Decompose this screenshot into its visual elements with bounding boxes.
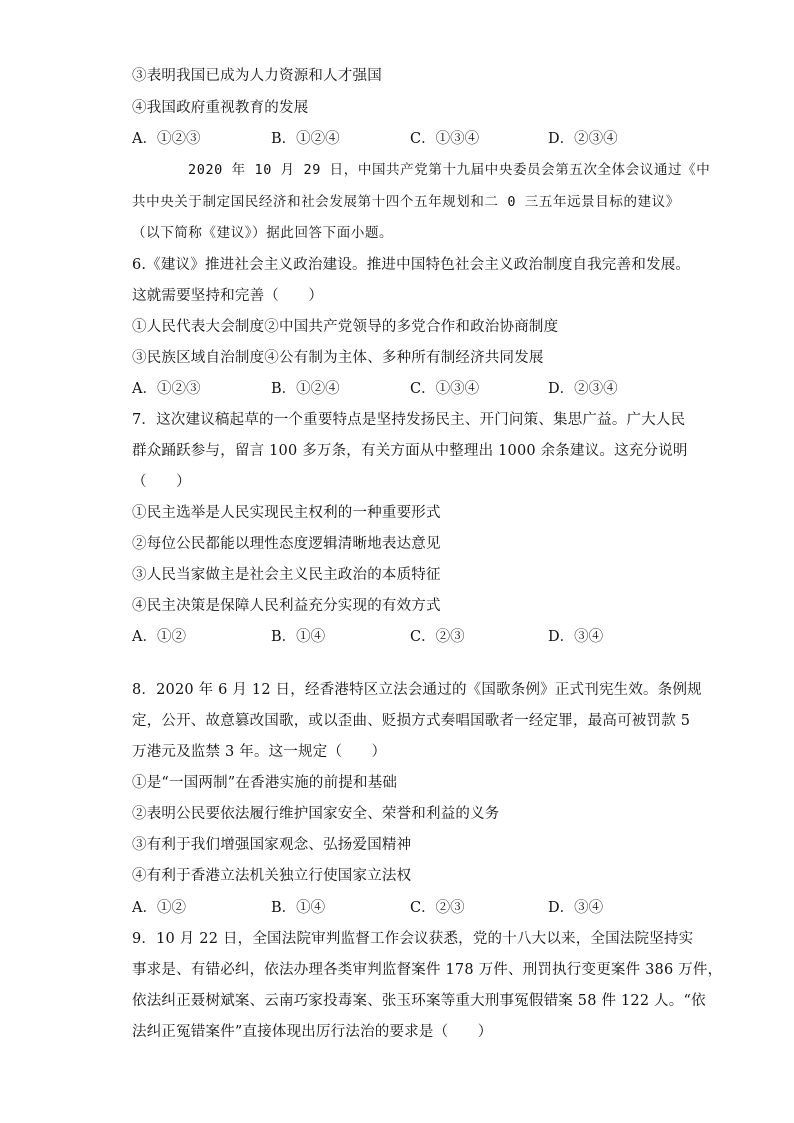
q5-option-4: ④我国政府重视教育的发展 [132,100,309,116]
q8-stem-line-3: 万港元及监禁 3 年。这一规定（ ） [132,744,387,760]
q6-choice-d: D．②③④ [548,381,618,397]
q6-stem-line-1: 6.《建议》推进社会主义政治建设。推进中国特色社会主义政治制度自我完善和发展。 [132,257,691,273]
q8-stem-line-1: 8．2020 年 6 月 12 日，经香港特区立法会通过的《国歌条例》正式刊宪生效。条例规 [132,682,702,698]
q8-choice-b: B．①④ [271,900,326,916]
q8-choice-d: D．③④ [548,900,604,916]
q8-choices [132,898,672,918]
q8-option-1: ①是“一国两制”在香港实施的前提和基础 [132,775,398,791]
q7-choice-b: B．①④ [271,629,326,645]
q7-stem-line-2: 群众踊跃参与，留言 100 多万条，有关方面从中整理出 1000 余条建议。这充分说明 [132,443,688,459]
q9-stem-line-2: 事求是、有错必纠，依法办理各类审判监督案件 178 万件、刑罚执行变更案件 386 万件， [132,962,723,978]
q5-choice-c: C．①③④ [410,131,480,147]
q7-stem-line-1: 7．这次建议稿起草的一个重要特点是坚持发扬民主、开门问策、集思广益。广大人民 [132,412,686,428]
q8-stem-line-2: 定，公开、故意篡改国歌，或以歪曲、贬损方式奏唱国歌者一经定罪，最高可被罚款 5 [132,713,691,729]
q5-option-3: ③表明我国已成为人力资源和人才强国 [132,68,382,84]
q6-options-1-2: ①人民代表大会制度②中国共产党领导的多党合作和政治协商制度 [132,319,559,335]
q7-option-4: ④民主决策是保障人民利益充分实现的有效方式 [132,598,441,614]
q6-stem-line-2: 这就需要坚持和完善（ ） [132,288,324,304]
q7-option-3: ③人民当家做主是社会主义民主政治的本质特征 [132,567,441,583]
q7-choice-a: A．①② [132,629,186,645]
q5-choices [132,129,672,149]
passage-line-1: 2020 年 10 月 29 日，中国共产党第十九届中央委员会第五次全体会议通过《中 [188,162,711,178]
passage-line-3: （以下简称《建议》）据此回答下面小题。 [132,225,394,241]
q6-choice-a: A．①②③ [132,381,201,397]
q8-option-2: ②表明公民要依法履行维护国家安全、荣誉和利益的义务 [132,806,500,822]
q6-options-3-4: ③民族区域自治制度④公有制为主体、多种所有制经济共同发展 [132,350,544,366]
q6-choice-c: C．①③④ [410,381,480,397]
q9-stem-line-1: 9．10 月 22 日，全国法院审判监督工作会议获悉，党的十八大以来，全国法院坚持实 [132,931,694,947]
q6-choices [132,379,672,399]
q8-option-3: ③有利于我们增强国家观念、弘扬爱国精神 [132,837,412,853]
passage-line-2: 共中央关于制定国民经济和社会发展第十四个五年规划和二 0 三五年远景目标的建议》 [132,194,680,210]
q7-option-2: ②每位公民都能以理性态度逻辑清晰地表达意见 [132,536,441,552]
q7-choices [132,627,672,647]
q5-choice-d: D．②③④ [548,131,618,147]
q8-option-4: ④有利于香港立法机关独立行使国家立法权 [132,868,412,884]
q8-choice-c: C．②③ [410,900,465,916]
q7-stem-line-3: （ ） [132,474,191,490]
q7-option-1: ①民主选举是人民实现民主权利的一种重要形式 [132,505,441,521]
q7-choice-c: C．②③ [410,629,465,645]
q8-choice-a: A．①② [132,900,186,916]
q6-choice-b: B．①②④ [271,381,340,397]
q9-stem-line-3: 依法纠正聂树斌案、云南巧家投毒案、张玉环案等重大刑事冤假错案 58 件 122 人。“依 [132,993,706,1009]
q9-stem-line-4: 法纠正冤错案件”直接体现出厉行法治的要求是（ ） [132,1024,493,1040]
q5-choice-a: A．①②③ [132,131,201,147]
q7-choice-d: D．③④ [548,629,604,645]
q5-choice-b: B．①②④ [271,131,340,147]
